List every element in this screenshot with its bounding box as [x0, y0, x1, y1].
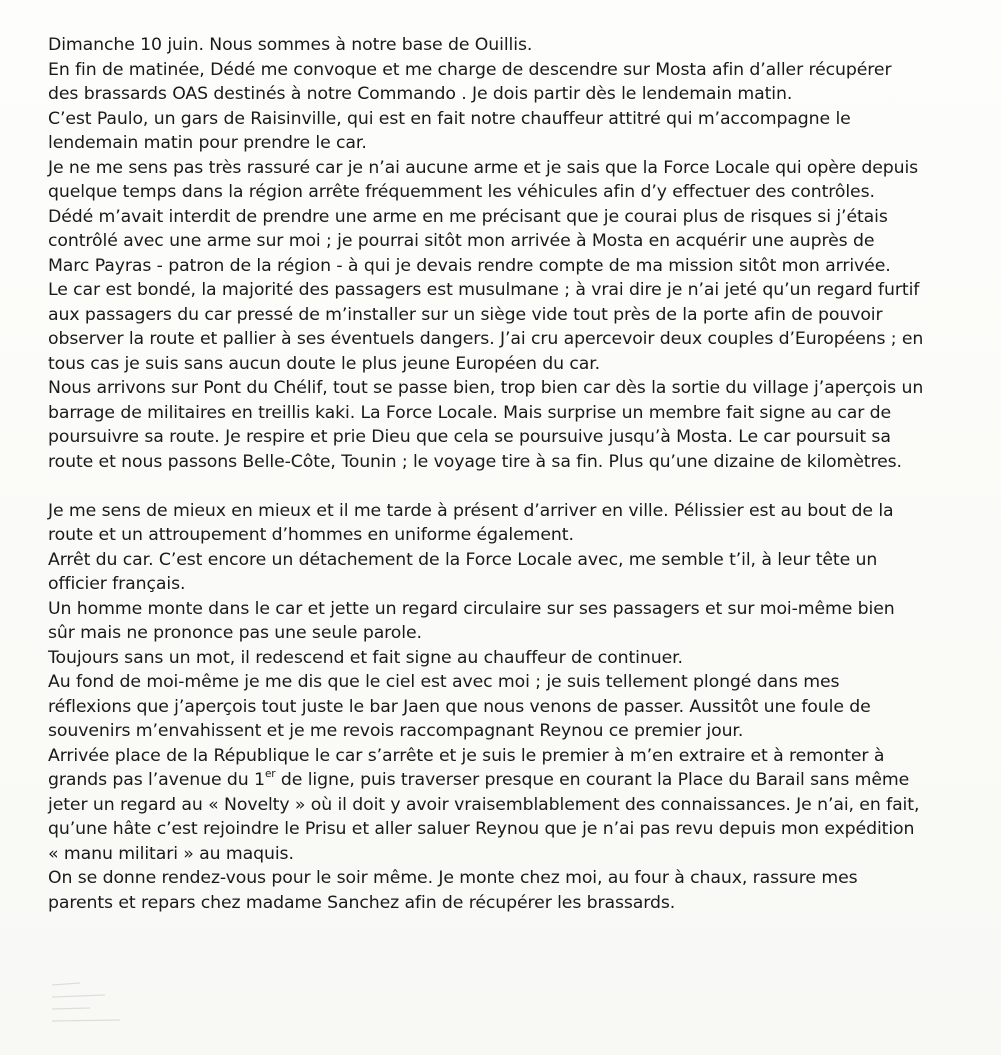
text-line: En fin de matinée, Dédé me convoque et me charge de descendre sur Mosta afin d’aller récupérer: [48, 59, 892, 80]
paragraph-1: [48, 33, 978, 474]
text-line: Arrivée place de la République le car s’arrête et je suis le premier à m’en extraire et à remonter à: [48, 745, 885, 766]
text-line: tous cas je suis sans aucun doute le plus jeune Européen du car.: [48, 353, 601, 374]
text-line: « manu militari » au maquis.: [48, 843, 294, 864]
text-line: poursuivre sa route. Je respire et prie Dieu que cela se poursuive jusqu’à Mosta. Le car poursuit sa: [48, 427, 891, 447]
text-line: Nous arrivons sur Pont du Chélif, tout se passe bien, trop bien car dès la sortie du village j’aperçois un: [48, 378, 924, 398]
text-line: Je ne me sens pas très rassuré car je n’ai aucune arme et je sais que la Force Locale qui opère depuis: [48, 157, 919, 178]
paragraph-2: [48, 499, 978, 916]
text-line: Le car est bondé, la majorité des passagers est musulmane ; à vrai dire je n’ai jeté qu’un regard furtif: [48, 280, 920, 300]
text-line: Toujours sans un mot, il redescend et fait signe au chauffeur de continuer.: [48, 647, 683, 668]
paragraph-gap: [48, 474, 978, 499]
text-line: qu’une hâte c’est rejoindre le Prisu et aller saluer Reynou que je n’ai pas revu depuis mon expédition: [48, 819, 915, 839]
text-line: lendemain matin pour prendre le car.: [48, 133, 367, 153]
text-line: sûr mais ne prononce pas une seule parole.: [48, 623, 422, 643]
text-line: des brassards OAS destinés à notre Commando . Je dois partir dès le lendemain matin.: [48, 84, 793, 104]
text-line: réflexions que j’aperçois tout juste le bar Jaen que nous venons de passer. Aussitôt une foule de: [48, 696, 871, 717]
text-line: quelque temps dans la région arrête fréquemment les véhicules afin d’y effectuer des contrôles.: [48, 182, 875, 202]
text-line: Dédé m’avait interdit de prendre une arme en me précisant que je courai plus de risques si j’étais: [48, 206, 888, 227]
avenue-text-end: de ligne, puis traverser presque en courant la Place du Barail sans même: [275, 770, 910, 790]
avenue-text-start: grands pas l’avenue du 1: [48, 770, 265, 790]
text-line: officier français.: [48, 574, 186, 594]
text-line: Au fond de moi-même je me dis que le ciel est avec moi ; je suis tellement plongé dans mes: [48, 672, 840, 692]
text-line: aux passagers du car pressé de m’installer sur un siège vide tout près de la porte afin de pouvoir: [48, 304, 883, 325]
faint-bleed-marks: [50, 975, 150, 1035]
text-line-avenue: [48, 768, 978, 793]
text-line: Je me sens de mieux en mieux et il me tarde à présent d’arriver en ville. Pélissier est au bout de la: [48, 500, 894, 521]
text-line: contrôlé avec une arme sur moi ; je pourrai sitôt mon arrivée à Mosta en acquérir une auprès de: [48, 231, 875, 251]
text-line: Marc Payras - patron de la région - à qui je devais rendre compte de ma mission sitôt mon arrivée.: [48, 255, 891, 276]
text-line: C’est Paulo, un gars de Raisinville, qui est en fait notre chauffeur attitré qui m’accompagne le: [48, 108, 851, 129]
text-line: observer la route et pallier à ses éventuels dangers. J’ai cru apercevoir deux couples d’Européens ; en: [48, 329, 924, 349]
ordinal-superscript: er: [264, 768, 276, 781]
text-line: Arrêt du car. C’est encore un détachement de la Force Locale avec, me semble t’il, à leur tête un: [48, 549, 878, 570]
text-line: Dimanche 10 juin. Nous sommes à notre base de Ouillis.: [48, 35, 533, 55]
text-line: jeter un regard au « Novelty » où il doit y avoir vraisemblablement des connaissances. Je n’ai, en fait,: [48, 794, 920, 815]
text-line: route et un attroupement d’hommes en uniforme également.: [48, 525, 574, 545]
text-line: Un homme monte dans le car et jette un regard circulaire sur ses passagers et sur moi-même bien: [48, 598, 895, 619]
text-line: barrage de militaires en treillis kaki. La Force Locale. Mais surprise un membre fait signe au car de: [48, 402, 892, 423]
document-body: [48, 33, 978, 915]
text-line: parents et repars chez madame Sanchez afin de récupérer les brassards.: [48, 892, 676, 913]
text-line: On se donne rendez-vous pour le soir même. Je monte chez moi, au four à chaux, rassure mes: [48, 868, 858, 888]
text-line: souvenirs m’envahissent et je me revois raccompagnant Reynou ce premier jour.: [48, 721, 744, 741]
text-line: route et nous passons Belle-Côte, Tounin ; le voyage tire à sa fin. Plus qu’une dizaine de kilomètres.: [48, 451, 902, 472]
